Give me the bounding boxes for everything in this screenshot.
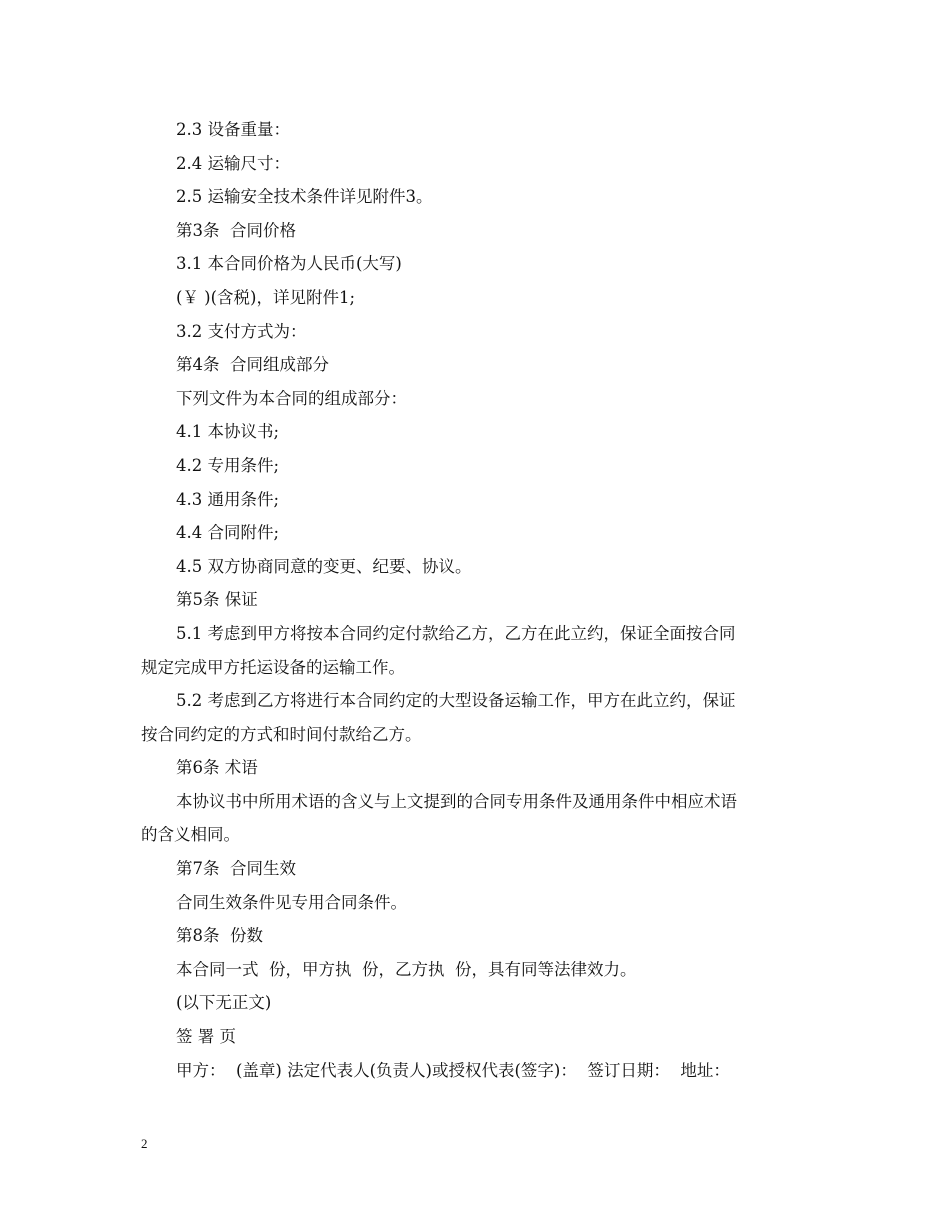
contract-body bbox=[141, 113, 816, 1087]
clause-2-4-transport-size: 2.4 运输尺寸： bbox=[176, 153, 290, 173]
clause-5-1-continued: 规定完成甲方托运设备的运输工作。 bbox=[141, 657, 405, 677]
no-further-text-note: (以下无正文) bbox=[176, 993, 272, 1013]
article-3-heading: 第3条 合同价格 bbox=[176, 220, 296, 240]
article-4-heading: 第4条 合同组成部分 bbox=[176, 355, 329, 375]
clause-4-4: 4.4 合同附件; bbox=[176, 523, 280, 543]
page-number: 2 bbox=[141, 1136, 148, 1151]
article-6-heading: 第6条 术语 bbox=[176, 758, 258, 778]
article-4-intro: 下列文件为本合同的组成部分： bbox=[176, 388, 407, 408]
clause-3-1-price: 3.1 本合同价格为人民币(大写) bbox=[176, 254, 402, 274]
article-5-heading: 第5条 保证 bbox=[176, 590, 258, 610]
clause-5-2: 5.2 考虑到乙方将进行本合同约定的大型设备运输工作，甲方在此立约，保证 bbox=[176, 691, 736, 711]
clause-4-1: 4.1 本协议书; bbox=[176, 422, 280, 442]
clause-5-2-continued: 按合同约定的方式和时间付款给乙方。 bbox=[141, 724, 422, 744]
clause-4-3: 4.3 通用条件; bbox=[176, 489, 280, 509]
article-8-text: 本合同一式 份，甲方执 份，乙方执 份，具有同等法律效力。 bbox=[176, 959, 637, 979]
party-a-signature-line: 甲方： (盖章) 法定代表人(负责人)或授权代表(签字)： 签订日期： 地址： bbox=[176, 1060, 730, 1080]
article-6-text-continued: 的含义相同。 bbox=[141, 825, 240, 845]
clause-2-5-safety-conditions: 2.5 运输安全技术条件详见附件3。 bbox=[176, 187, 433, 207]
clause-4-5: 4.5 双方协商同意的变更、纪要、协议。 bbox=[176, 556, 472, 576]
signature-page-heading: 签 署 页 bbox=[176, 1027, 236, 1047]
clause-3-2-payment-method: 3.2 支付方式为： bbox=[176, 321, 307, 341]
clause-5-1: 5.1 考虑到甲方将按本合同约定付款给乙方，乙方在此立约，保证全面按合同 bbox=[176, 623, 736, 643]
article-7-heading: 第7条 合同生效 bbox=[176, 859, 296, 879]
article-6-text: 本协议书中所用术语的含义与上文提到的合同专用条件及通用条件中相应术语 bbox=[176, 791, 737, 811]
article-8-heading: 第8条 份数 bbox=[176, 926, 263, 946]
clause-3-1-price-continued: (￥ )(含税)，详见附件1; bbox=[176, 287, 356, 307]
article-7-text: 合同生效条件见专用合同条件。 bbox=[176, 892, 407, 912]
clause-4-2: 4.2 专用条件; bbox=[176, 455, 280, 475]
clause-2-3-equipment-weight: 2.3 设备重量： bbox=[176, 120, 290, 139]
